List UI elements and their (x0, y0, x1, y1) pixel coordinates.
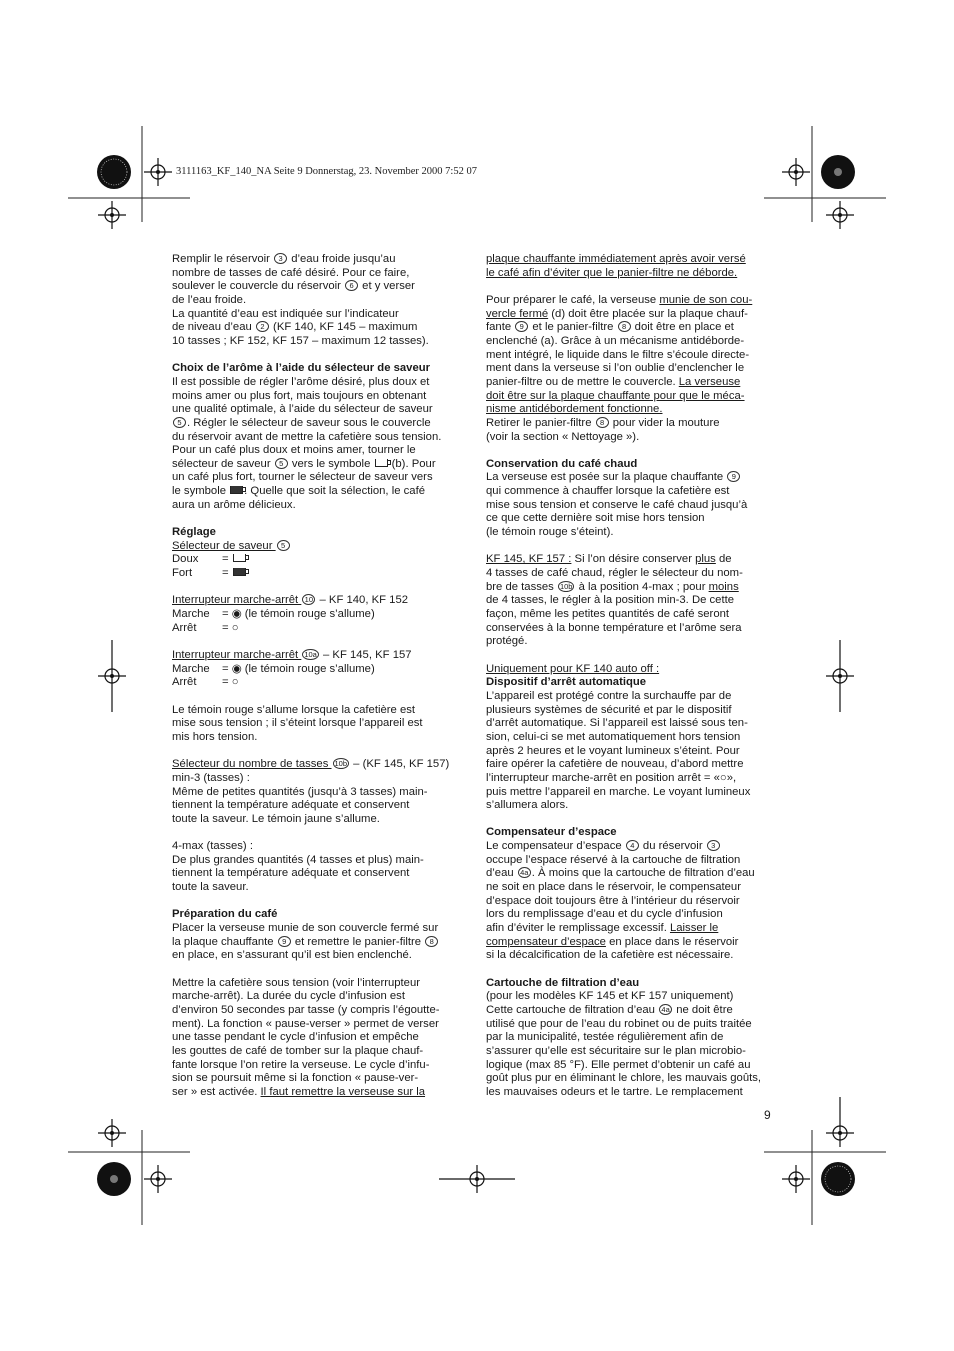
starburst-icon (821, 155, 855, 189)
section-title: Conservation du café chaud (486, 457, 638, 470)
print-header: 3111163_KF_140_NA Seite 9 Donnerstag, 23. November 2000 7:52 07 (176, 166, 477, 177)
page-number: 9 (764, 1108, 771, 1122)
callout-number: 8 (596, 417, 609, 428)
callout-number: 10b (334, 759, 348, 769)
callout-number: 8 (618, 321, 631, 332)
mild-cup-icon (375, 459, 388, 467)
callout-number: 4a (518, 867, 531, 878)
off-symbol-icon: ○ (719, 771, 727, 784)
callout-number: 10a (304, 649, 317, 659)
callout-number: 9 (515, 321, 528, 332)
paragraph-kf-models: KF 145, KF 157 : Si l’on désire conserver plus de 4 tasses de café chaud, régler le sélecteur du nom- bre de tasses 10b à la position 4-max ; pour moins de 4 tasses, le régler à la position min-3. De cette façon, même les petites quantités de café seront conservées à la bonne température et l’arôme sera protégé. (486, 553, 743, 648)
section-title: Choix de l’arôme à l’aide du sélecteur de saveur (172, 362, 431, 375)
off-symbol-icon: ○ (231, 676, 239, 689)
strong-cup-icon (233, 568, 246, 576)
section-title: Dispositif d’arrêt automatique (486, 676, 647, 689)
callout-number: 5 (173, 417, 186, 428)
callout-number: 3 (707, 840, 720, 851)
callout-number: 3 (274, 253, 287, 264)
section-title: Réglage (172, 526, 216, 539)
paragraph-temoin: Le témoin rouge s’allume lorsque la cafetière est mise sous tension ; il s’éteint lorsque l’appareil est mis hors tension. (172, 703, 423, 743)
paragraph-mettre-sous-tension: Mettre la cafetière sous tension (voir l’interrupteur marche-arrêt). La durée du cycle d’infusion est d’environ 50 secondes par tasse (y compris l’égoutte- ment). La fonction « pause-verser » permet de verser une tasse pendant le cycle d’infusion et empêche les gouttes de café de tomber sur la plaque chauf- fante lorsque l’on retire la verseuse. Le cycle d’infu- sion se poursuit même si la fonction « pause-ver- ser » est activée. Il faut remettre la verseuse sur la (172, 976, 440, 1098)
on-symbol-icon: ◉ (231, 662, 242, 675)
callout-number: 4 (626, 840, 639, 851)
paragraph-fill-reservoir: Remplir le réservoir 3 d’eau froide jusqu’au nombre de tasses de café désiré. Pour ce faire, soulever le couvercle du réservoir 6 et y verser de l’eau froide. La quantité d’eau est indiquée sur l’indicateur de niveau d’eau 2 (KF 140, KF 145 – maximum 10 tasses ; KF 152, KF 157 – maximum 12 tasses). (172, 253, 429, 347)
mild-cup-icon (233, 554, 246, 562)
callout-number: 5 (277, 540, 290, 551)
section-interrupteur-1: Interrupteur marche-arrêt 10 – KF 140, KF 152 Marche = ◉ (le témoin rouge s’allume) Arrêt = ○ (172, 594, 409, 634)
right-column (486, 253, 776, 1113)
section-reglage: Réglage Sélecteur de saveur 5 Doux = Fort = (172, 526, 464, 581)
off-symbol-icon: ○ (231, 621, 239, 634)
section-selecteur-tasses: Sélecteur du nombre de tasses 10b – (KF 145, KF 157) min-3 (tasses) : Même de petites quantités (jusqu’à 3 tasses) main- tiennent la température adéquate et conservent toute la saveur. Le témoin jaune s’allume. (172, 758, 450, 825)
section-interrupteur-2: Interrupteur marche-arrêt 10a – KF 145, KF 157 Marche = ◉ (le témoin rouge s’allume) Arrêt = ○ (172, 648, 412, 689)
starburst-icon (97, 1162, 131, 1196)
callout-number: 4a (659, 1004, 672, 1015)
paragraph-4max: 4-max (tasses) : De plus grandes quantités (4 tasses et plus) main- tiennent la température adéquate et conservent toute la saveur. (172, 840, 424, 894)
paragraph-continuation: plaque chauffante immédiatement après avoir versé le café afin d’éviter que le panier-filtre ne déborde. (486, 253, 746, 279)
section-cartouche: Cartouche de filtration d’eau (pour les modèles KF 145 et KF 157 uniquement) Cette cartouche de filtration d’eau 4a ne doit être utilisé que pour de l’eau du robinet ou de puits traitée par la municipalité, testée régulièrement afin de s’assurer qu’elle est sécuritaire sur le plan microbio- logique (max 85 °F). Elle permet d’obtenir un café au goût plus pur en éliminant le chlore, les mauvais goûts, les mauvaises odeurs et le tartre. Le remplacement (486, 976, 762, 1098)
strong-cup-icon (230, 486, 243, 494)
starburst-icon (821, 1162, 855, 1196)
paragraph-preparer: Pour préparer le café, la verseuse munie de son cou- vercle fermé (d) doit être placée sur la plaque chauf- fante 9 et le panier-filtre 8 doit être en place et enclenché (a). Grâce à un mécanisme antidéborde- ment intégré, le liquide dans le filtre s’écoule directe- ment dans la verseuse si l’on oublie d’enclencher le panier-filtre ou de mettre le couvercle. La verseuse doit être sur la plaque chauffante pour que le méca- nisme antidébordement fonctionne. Retirer le panier-filtre 8 pour vider la mouture (voir la section « Nettoyage »). (486, 293, 753, 443)
callout-number: 9 (727, 471, 740, 482)
callout-number: 10 (302, 594, 315, 605)
callout-number: 5 (275, 458, 288, 469)
section-title: Préparation du café (172, 908, 278, 921)
callout-number: 6 (345, 280, 358, 291)
starburst-icon (97, 155, 131, 189)
section-arome: Choix de l’arôme à l’aide du sélecteur de saveur Il est possible de régler l’arôme désiré, plus doux et moins amer ou plus fort, mais toujours en obtenant une qualité optimale, à l’aide du sélecteur de saveur 5 . Régler le sélecteur de saveur sous le couvercle du réservoir avant de mettre la cafetière sous tension. Pour un café plus doux et moins amer, tourner le sélecteur de saveur 5 vers le symbole (b). Pour un café plus fort, tourner le sélecteur de saveur vers le symbole . Quelle que soit la sélection, le café aura un arôme délicieux. (172, 362, 442, 511)
section-title: Compensateur d’espace (486, 826, 617, 839)
section-preparation: Préparation du café Placer la verseuse munie de son couvercle fermé sur la plaque chauffante 9 et remettre le panier-filtre 8 en place, en s’assurant qu’il est bien enclenché. (172, 908, 439, 962)
section-conservation: Conservation du café chaud La verseuse est posée sur la plaque chauffante 9 qui commence à chauffer lorsque la cafetière est mise sous tension et conserve le café chaud jusqu’à ce que cette dernière soit mise hors tension (le témoin rouge s’éteint). (486, 457, 748, 539)
section-title: Cartouche de filtration d’eau (486, 976, 640, 989)
section-dispositif: Uniquement pour KF 140 auto off : Dispositif d’arrêt automatique L’appareil est protégé contre la surchauffe par de plusieurs systèmes de sécurité et par le dispositif d’arrêt automatique. Si l’appareil est laissé sous ten- sion, celui-ci se met automatiquement hors tension après 2 heures et le voyant lumineux s’éteint. Pour faire opérer la cafetière de nouveau, d’abord mettre l’interrupteur marche-arrêt en position arrêt = «○», puis mettre l’appareil en marche. Le voyant lumineux s’allumera alors. (486, 662, 751, 812)
callout-number: 2 (256, 321, 269, 332)
callout-number: 8 (425, 936, 438, 947)
on-symbol-icon: ◉ (231, 608, 242, 621)
callout-number: 9 (278, 936, 291, 947)
left-column (172, 253, 464, 1113)
section-compensateur: Compensateur d’espace Le compensateur d’espace 4 du réservoir 3 occupe l’espace réservé à la cartouche de filtration d’eau 4a . À moins que la cartouche de filtration d’eau ne soit en place dans le réservoir, le compensateur d’espace doit toujours être à l’intérieur du réservoir lors du remplissage d’eau et du cycle d’infusion afin d’éviter le remplissage excessif. Laisser le compensateur d’espace en place dans le réservoir si la décalcification de la cafetière est nécessaire. (486, 826, 755, 962)
callout-number: 10b (559, 581, 573, 591)
